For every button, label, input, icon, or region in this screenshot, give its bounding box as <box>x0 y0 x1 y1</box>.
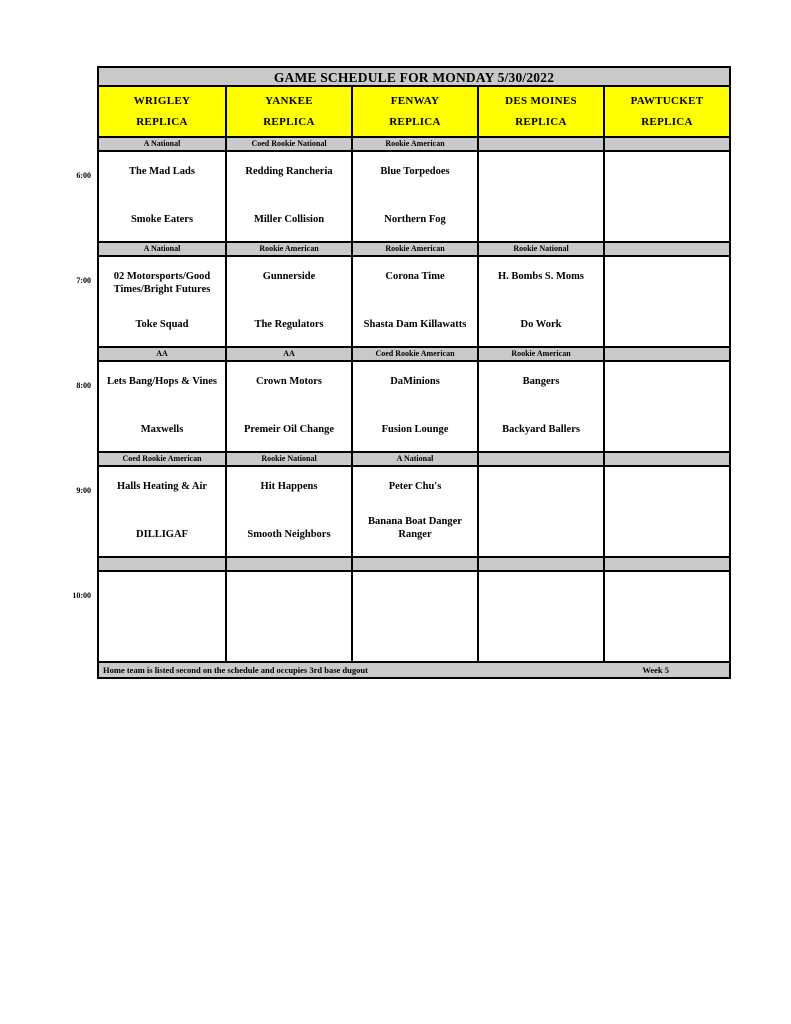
game-cell <box>225 572 351 661</box>
away-team: Halls Heating & Air <box>116 481 208 492</box>
league-label <box>99 558 225 570</box>
field-name: DES MOINES <box>505 95 577 108</box>
away-team: DaMinions <box>390 376 440 387</box>
league-row-800 <box>99 348 729 362</box>
away-team: 02 Motorsports/Good Times/Bright Futures <box>113 271 211 296</box>
league-row-900 <box>99 453 729 467</box>
game-cell <box>225 257 351 346</box>
field-name: YANKEE <box>265 95 313 108</box>
field-header-row <box>99 87 729 138</box>
league-label: Rookie American <box>477 348 603 360</box>
game-cell <box>99 467 225 556</box>
away-team: Lets Bang/Hops & Vines <box>107 376 217 387</box>
home-team: DILLIGAF <box>136 528 188 540</box>
league-label <box>477 138 603 150</box>
game-row-800 <box>99 362 729 453</box>
game-cell <box>477 257 603 346</box>
league-label: Rookie American <box>351 243 477 255</box>
league-label: Coed Rookie American <box>99 453 225 465</box>
field-replica-label: REPLICA <box>263 115 315 128</box>
game-cell <box>603 257 729 346</box>
away-team: Corona Time <box>385 271 445 282</box>
home-team: Toke Squad <box>135 318 189 330</box>
away-team: Bangers <box>522 376 560 387</box>
league-row-600 <box>99 138 729 152</box>
home-team: Smoke Eaters <box>130 213 194 225</box>
game-cell <box>477 572 603 661</box>
league-label: A National <box>99 138 225 150</box>
home-team: Northern Fog <box>384 213 446 225</box>
schedule-table <box>97 66 731 679</box>
field-header-yankee <box>225 87 351 136</box>
league-label: Coed Rookie American <box>351 348 477 360</box>
away-team: Hit Happens <box>260 481 318 492</box>
game-cell <box>99 362 225 451</box>
time-label-900: 9:00 <box>76 486 91 495</box>
field-header-des-moines <box>477 87 603 136</box>
home-team: Banana Boat Danger Ranger <box>368 515 462 540</box>
home-team: Do Work <box>520 318 562 330</box>
game-cell <box>99 152 225 241</box>
league-label <box>225 558 351 570</box>
league-label <box>351 558 477 570</box>
schedule-title: GAME SCHEDULE FOR MONDAY 5/30/2022 <box>99 68 729 87</box>
league-label <box>603 138 729 150</box>
field-replica-label: REPLICA <box>515 115 567 128</box>
home-team: Fusion Lounge <box>381 423 449 435</box>
league-label: Rookie American <box>225 243 351 255</box>
field-replica-label: REPLICA <box>136 115 188 128</box>
game-cell <box>603 152 729 241</box>
field-name: WRIGLEY <box>133 95 191 108</box>
home-team: The Regulators <box>254 318 324 330</box>
away-team: Redding Rancheria <box>245 166 333 177</box>
league-row-1000 <box>99 558 729 572</box>
game-cell <box>603 362 729 451</box>
away-team: Peter Chu's <box>388 481 442 492</box>
game-cell <box>351 467 477 556</box>
game-cell <box>603 572 729 661</box>
game-cell <box>477 152 603 241</box>
game-cell <box>99 572 225 661</box>
game-cell <box>99 257 225 346</box>
league-label: AA <box>99 348 225 360</box>
game-cell <box>351 257 477 346</box>
home-team: Premeir Oil Change <box>243 423 334 435</box>
field-header-fenway <box>351 87 477 136</box>
league-label: A National <box>99 243 225 255</box>
home-team: Smooth Neighbors <box>247 528 331 540</box>
field-header-wrigley <box>99 87 225 136</box>
league-label: A National <box>351 453 477 465</box>
away-team: Blue Torpedoes <box>380 166 450 177</box>
home-team-note: Home team is listed second on the schedule and occupies 3rd base dugout <box>103 665 368 675</box>
game-cell <box>351 572 477 661</box>
game-cell <box>477 467 603 556</box>
league-label: Coed Rookie National <box>225 138 351 150</box>
game-cell <box>603 467 729 556</box>
league-label <box>477 453 603 465</box>
week-label: Week 5 <box>642 665 669 675</box>
field-replica-label: REPLICA <box>641 115 693 128</box>
league-label <box>603 243 729 255</box>
time-label-700: 7:00 <box>76 276 91 285</box>
away-team: H. Bombs S. Moms <box>497 271 585 282</box>
game-cell <box>351 152 477 241</box>
game-cell <box>225 362 351 451</box>
away-team: Gunnerside <box>262 271 316 282</box>
game-row-900 <box>99 467 729 558</box>
league-row-700 <box>99 243 729 257</box>
league-label <box>603 348 729 360</box>
game-cell <box>225 467 351 556</box>
away-team: Crown Motors <box>255 376 322 387</box>
game-row-700 <box>99 257 729 348</box>
footer-bar <box>99 663 729 677</box>
league-label <box>603 558 729 570</box>
league-label <box>477 558 603 570</box>
game-cell <box>351 362 477 451</box>
home-team: Shasta Dam Killawatts <box>363 318 467 330</box>
home-team: Backyard Ballers <box>502 423 580 435</box>
league-label <box>603 453 729 465</box>
field-name: FENWAY <box>390 95 440 108</box>
field-name: PAWTUCKET <box>630 95 704 108</box>
league-label: Rookie American <box>351 138 477 150</box>
game-row-1000 <box>99 572 729 663</box>
home-team: Miller Collision <box>253 213 325 225</box>
field-replica-label: REPLICA <box>389 115 441 128</box>
game-row-600 <box>99 152 729 243</box>
game-cell <box>225 152 351 241</box>
away-team: The Mad Lads <box>129 166 195 177</box>
league-label: Rookie National <box>225 453 351 465</box>
league-label: AA <box>225 348 351 360</box>
time-label-1000: 10:00 <box>72 591 91 600</box>
field-header-pawtucket <box>603 87 729 136</box>
league-label: Rookie National <box>477 243 603 255</box>
time-label-600: 6:00 <box>76 171 91 180</box>
home-team: Maxwells <box>140 423 184 435</box>
game-cell <box>477 362 603 451</box>
time-label-800: 8:00 <box>76 381 91 390</box>
